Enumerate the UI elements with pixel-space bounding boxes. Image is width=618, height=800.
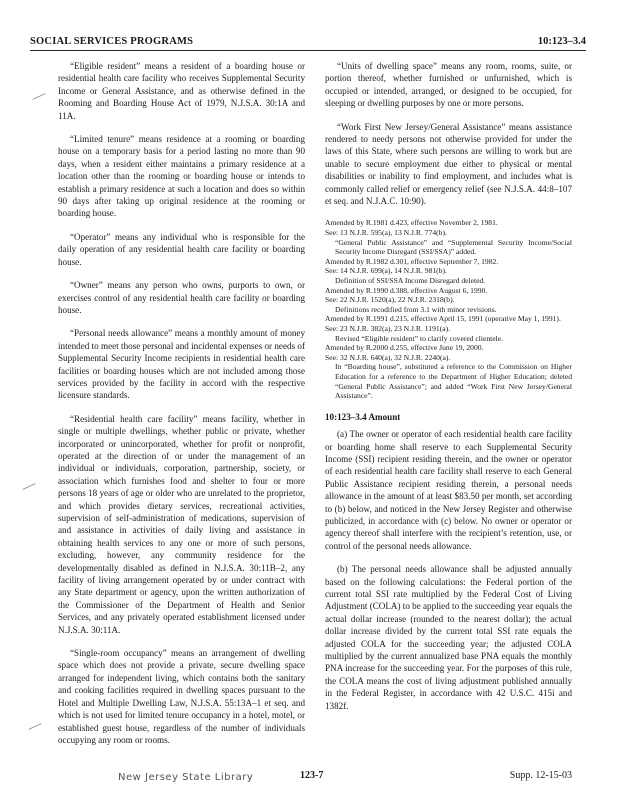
paragraph: “Units of dwelling space” means any room, rooms, suite, or portion thereof, whether furnished or unfurnished, which is occupied or intended, arranged, or designed to be occupied, for sleeping or dwelling purposes by one or more persons.	[325, 61, 572, 109]
section-heading: 10:123–3.4 Amount	[325, 411, 401, 422]
amendment-line: Definitions recodified from 3.1 with minor revisions.	[335, 304, 497, 314]
amendment-line: See: 32 N.J.R. 640(a), 32 N.J.R. 2240(a).	[325, 352, 451, 362]
amendment-line: Amended by R.1990 d.388, effective August 6, 1990.	[325, 285, 488, 295]
paragraph: “Owner” means any person who owns, purports to own, or exercises control of any residential health care facility or boarding house.	[58, 280, 305, 315]
amendment-line: Revised “Eligible resident” to clarify covered clientele.	[335, 333, 504, 343]
header-section: 10:123–3.4	[537, 36, 586, 47]
paragraph: “Operator” means any individual who is responsible for the daily operation of any residential health care facility or boarding house.	[58, 231, 305, 267]
amendment-line: “General Public Assistance” and “Supplemental Security Income/Social Security Income Disregard (SSI/SSA)” added.	[335, 237, 572, 257]
amendment-line: In “Boarding house”, substituted a reference to the Commission on Higher Education for a reference to the Department of Higher Education; deleted “General Public Assistance”; and added “Work First New Jersey/General Assistance”.	[335, 362, 572, 401]
amendment-line: Definition of SSI/SSA Income Disregard deleted.	[335, 276, 486, 286]
paragraph: (b) The personal needs allowance shall be adjusted annually based on the following calculations: the Federal portion of the current total SSI rate multiplied by the Federal Cost of Living Adjustment (COLA) to be applied to the succeeding year equals the actual dollar increase (rounded to the nearest dollar); the actual dollar increase divided by the current total SSI rate equals the adjusted COLA for the succeeding year; the adjusted COLA multiplied by the current annualized base PNA equals the monthly PNA increase for the succeeding year. For the purposes of this rule, the COLA means the cost of living adjustment published annually in the Federal Register, in accordance with 42 U.S.C. 415i and 1382f.	[325, 564, 572, 711]
margin-mark	[32, 93, 45, 100]
running-header	[30, 30, 586, 51]
right-column	[325, 60, 572, 723]
amendment-line: Amended by R.2000 d.255, effective June 19, 2000.	[325, 343, 484, 353]
margin-mark	[28, 723, 41, 730]
paragraph: (a) The owner or operator of each residential health care facility or boarding home shall reserve to each Supplemental Security Income (SSI) recipient residing therein, and the owner or operator of each residential health care facility shall reserve to each General Public Assistance recipient residing therein, a personal needs allowance in the amount of at least $83.50 per month, set according to (b) below, and noticed in the New Jersey Register and otherwise publicized, in accordance with (c) below. No owner or operator or agency thereof shall interfere with the recipient’s retention, use, or control of the personal needs allowance.	[325, 429, 572, 551]
paragraph: “Residential health care facility” means facility, whether in single or multiple dwellings, whether public or private, whether incorporated or unincorporated, whether for profit or nonprofit, operated at the direction of or under the management of an individual or individuals, corporation, partnership, society, or association which furnishes food and shelter to four or more persons 18 years of age or older who are unrelated to the proprietor, and which provides dietary services, recreational activities, supervision of self-administration of medications, supervision of and assistance in activities of daily living and assistance in obtaining health services to any one or more of such persons, excluding, however, any community residence for the developmentally disabled as defined in N.J.S.A. 30:11B–2, any facility of living arrangement operated by or under contract with any State department or agency, upon the written authorization of the Commissioner of the Department of Health and Senior Services, and any privately operated establishment licensed under N.J.S.A. 30:11A.	[58, 413, 305, 635]
paragraph: “Work First New Jersey/General Assistance” means assistance rendered to needy persons not otherwise provided for under the laws of this State, where such persons are willing to work but are unable to secure employment due either to physical or mental disabilities or inability to find employment, and includes what is commonly called relief or emergency relief (see N.J.S.A. 44:8–107 et seq. and N.J.A.C. 10:90).	[325, 121, 572, 207]
library-stamp: New Jersey State Library	[118, 772, 254, 783]
amendment-line: See: 23 N.J.R. 382(a), 23 N.J.R. 1191(a).	[325, 324, 451, 333]
paragraph: “Personal needs allowance” means a monthly amount of money intended to meet those personal and incidental expenses or needs of Supplemental Security Income recipients in residential health care facilities or boarding houses which are not included among those services provided by the facility in accord with the respective licensure standards.	[58, 328, 305, 401]
margin-mark	[22, 483, 35, 490]
header-title: SOCIAL SERVICES PROGRAMS	[30, 36, 194, 47]
paragraph: “Eligible resident” means a resident of a boarding house or residential health care facility who receives Supplemental Security Income or General Assistance, and as otherwise defined in the Rooming and Boarding House Act of 1979, N.J.S.A. 30:1A and 11A.	[58, 61, 305, 121]
supplement-date: Supp. 12-15-03	[509, 770, 572, 781]
amendment-history	[325, 218, 572, 400]
page-number: 123-7	[300, 770, 324, 781]
amendment-line: Amended by R.1981 d.423, effective November 2, 1981.	[325, 218, 498, 228]
amendment-line: See: 14 N.J.R. 699(a), 14 N.J.R. 981(b).	[325, 266, 447, 276]
paragraph: “Single-room occupancy” means an arrangement of dwelling space which does not provide a private, secure dwelling space arranged for independent living, which contains both the sanitary and cooking facilities required in dwelling spaces pursuant to the Hotel and Multiple Dwelling Law, N.J.S.A. 55:13A–1 et seq. and which is not used for limited tenure occupancy in a hotel, motel, or established guest house, regardless of the number of individuals occupying any room or rooms.	[58, 648, 305, 745]
page-footer	[0, 770, 618, 790]
amendment-line: See: 22 N.J.R. 1520(a), 22 N.J.R. 2318(b).	[325, 295, 455, 305]
amendment-line: Amended by R.1991 d.215, effective April 15, 1991 (operative May 1, 1991).	[325, 314, 561, 324]
paragraph: “Limited tenure” means residence at a rooming or boarding house on a temporary basis for a period lasting no more than 90 days, when a resident either maintains a primary residence at a location other than the rooming or boarding house or intends to establish a primary residence at such a location and does so within 90 days after taking up original residence at the rooming or boarding house.	[58, 134, 305, 219]
amendment-line: See: 13 N.J.R. 595(a), 13 N.J.R. 774(b).	[325, 228, 447, 238]
left-column	[58, 60, 305, 757]
amendment-line: Amended by R.1982 d.301, effective September 7, 1982.	[325, 256, 499, 266]
